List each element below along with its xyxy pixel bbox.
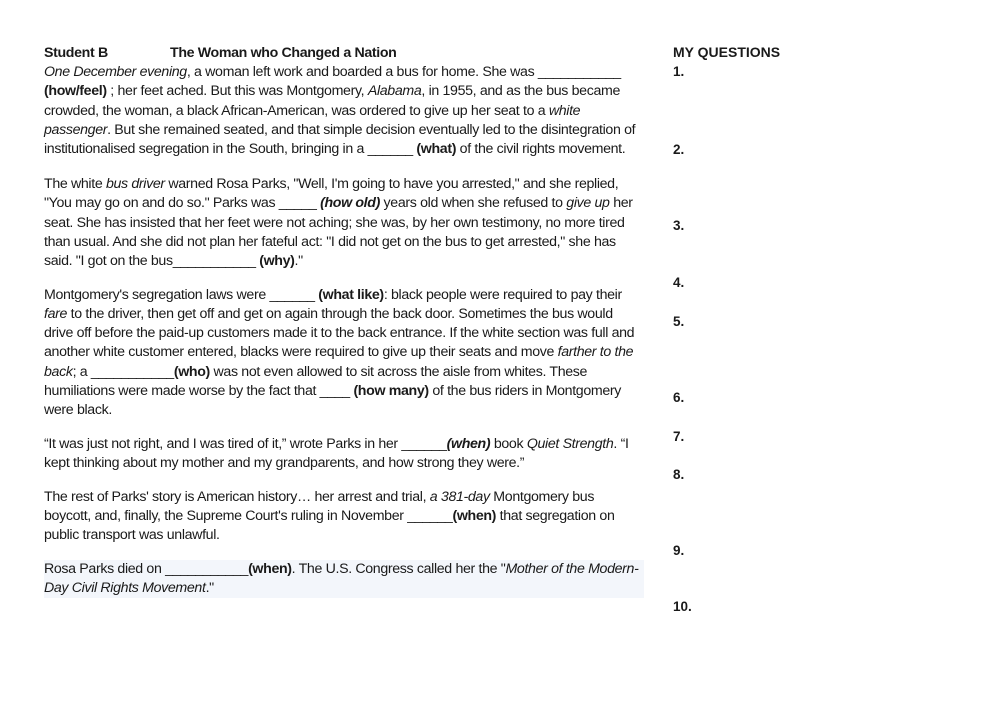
emphasis-text: fare [44, 305, 68, 322]
text-segment: , in 1955, and as the bus became crowded, the woman, a black African-American, was ordered to give up her seat to a [44, 83, 620, 119]
text-segment: of the civil rights movement. [456, 141, 626, 158]
emphasis-text: One December evening [44, 64, 187, 81]
emphasis-text: (when) [248, 560, 292, 577]
emphasis-text: (when) [452, 507, 497, 524]
emphasis-text: farther to the back [44, 344, 634, 380]
emphasis-text: white passenger [44, 102, 581, 138]
story-title: The Woman who Changed a Nation [170, 45, 397, 61]
text-segment: warned Rosa Parks, "Well, I'm going to have you arrested," and she replied, "You may go on and do so." Parks was _____ [44, 176, 619, 212]
question-number: 4. [673, 275, 685, 290]
emphasis-text: (who) [173, 363, 210, 380]
emphasis-text: Mother of the Modern-Day Civil Rights Movement [44, 560, 639, 596]
emphasis-text: give up [566, 195, 610, 212]
text-segment: “It was just not right, and I was tired of it,” wrote Parks in her ______ [44, 435, 447, 452]
question-number: 2. [673, 142, 685, 157]
emphasis-text: (why) [259, 253, 295, 270]
emphasis-text: bus driver [105, 176, 165, 193]
question-number: 5. [673, 314, 685, 329]
emphasis-text: a 381-day [429, 488, 490, 505]
question-number: 1. [673, 64, 685, 79]
story-column [44, 44, 644, 613]
text-segment: that segregation on public transport was unlawful. [44, 507, 615, 543]
emphasis-text: (what) [416, 141, 457, 158]
question-number: 10. [673, 599, 692, 614]
text-segment: ." [294, 253, 303, 270]
text-segment: : black people were required to pay their [383, 286, 622, 303]
questions-title: MY QUESTIONS [673, 44, 781, 60]
text-segment: The white [44, 176, 106, 193]
text-segment: years old when she refused to [379, 195, 567, 212]
story-header [44, 44, 644, 63]
question-number: 7. [673, 429, 685, 444]
story-paragraph [44, 560, 644, 598]
story-paragraph [44, 175, 644, 271]
text-segment: . “I kept thinking about my mother and my grandparents, and how strong they were.” [44, 435, 629, 471]
emphasis-text: (how old) [320, 195, 380, 212]
text-segment: ; a ___________ [72, 363, 174, 380]
emphasis-text: Alabama [367, 83, 422, 100]
text-segment: to the driver, then get off and get on again through the back door. Sometimes the bus would drive off before the paid-up customers made it to the back entrance. If the white section was full and another white customer entered, blacks were required to give up their seats and move [44, 305, 635, 361]
text-segment: book [490, 435, 527, 452]
text-segment: ; her feet ached. But this was Montgomery, [106, 83, 368, 100]
text-segment: . The U.S. Congress called her the " [291, 560, 506, 577]
story-body [44, 63, 644, 598]
question-number: 9. [673, 543, 685, 558]
story-paragraph [44, 286, 644, 420]
story-paragraph [44, 435, 644, 473]
emphasis-text: Quiet Strength [526, 435, 614, 452]
question-number: 8. [673, 467, 685, 482]
text-segment: was not even allowed to sit across the aisle from whites. These humiliations were made worse by the fact that ____ [44, 363, 588, 399]
text-segment: of the bus riders in Montgomery were black. [44, 382, 622, 418]
question-number: 6. [673, 390, 685, 405]
emphasis-text: (when) [446, 435, 491, 452]
text-segment: Montgomery bus boycott, and, finally, the Supreme Court's ruling in November ______ [44, 488, 595, 524]
emphasis-text: (how many) [353, 382, 429, 399]
questions-column [673, 44, 973, 614]
text-segment: , a woman left work and boarded a bus for home. She was ___________ [186, 64, 621, 81]
text-segment: . But she remained seated, and that simple decision eventually led to the disintegration of institutionalised segregation in the South, bringing in a ______ [44, 121, 636, 158]
student-label: Student B [44, 45, 108, 61]
text-segment: ." [205, 579, 214, 596]
text-segment: Rosa Parks died on ___________ [44, 560, 249, 577]
story-paragraph [44, 63, 644, 159]
text-segment: The rest of Parks' story is American history… her arrest and trial, [44, 488, 430, 505]
text-segment: Montgomery's segregation laws were ______ [44, 286, 319, 303]
emphasis-text: (what like) [318, 286, 384, 303]
emphasis-text: (how/feel) [44, 83, 107, 100]
text-segment: her seat. She has insisted that her feet were not aching; she was, by her own testimony, no more tired than usual. And she did not plan her fateful act: "I did not get on the bus to get arrested," she has said. "I got on the bus___________ [44, 195, 633, 270]
story-paragraph [44, 488, 644, 546]
question-number: 3. [673, 218, 685, 233]
